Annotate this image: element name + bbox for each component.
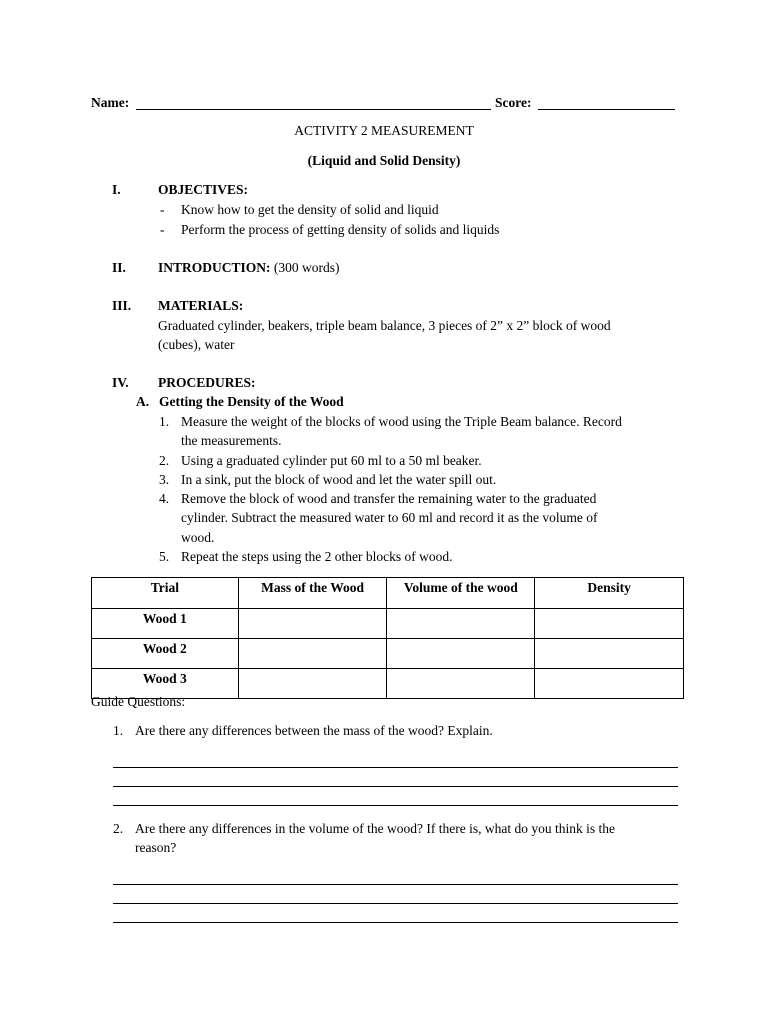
step-text: Using a graduated cylinder put 60 ml to a 50 ml beaker. xyxy=(181,453,482,468)
objectives-heading: OBJECTIVES: xyxy=(158,182,249,197)
table-header-row xyxy=(92,578,684,609)
materials-heading: MATERIALS: xyxy=(158,298,244,313)
column-header-mass: Mass of the Wood xyxy=(238,578,387,609)
objective-item: Know how to get the density of solid and liquid xyxy=(181,202,439,217)
score-label: Score: xyxy=(495,95,532,110)
materials-numeral: III. xyxy=(112,298,132,313)
step-text: the measurements. xyxy=(181,433,282,448)
answer-line[interactable] xyxy=(113,884,678,885)
procedures-numeral: IV. xyxy=(112,375,129,390)
materials-text: (cubes), water xyxy=(158,337,235,352)
answer-line[interactable] xyxy=(113,922,678,923)
procedure-sub-heading: Getting the Density of the Wood xyxy=(159,394,344,409)
question-text: Are there any differences in the volume of the wood? If there is, what do you think is the xyxy=(135,821,615,836)
column-header-density: Density xyxy=(535,578,684,609)
mass-cell[interactable] xyxy=(238,639,387,669)
step-text: Repeat the steps using the 2 other blocks of wood. xyxy=(181,549,453,564)
volume-cell[interactable] xyxy=(387,609,535,639)
objective-item: Perform the process of getting density of solids and liquids xyxy=(181,222,500,237)
volume-cell[interactable] xyxy=(387,639,535,669)
question-number: 1. xyxy=(113,723,124,738)
step-number: 1. xyxy=(159,414,170,429)
step-text: In a sink, put the block of wood and let the water spill out. xyxy=(181,472,497,487)
step-text: Measure the weight of the blocks of wood using the Triple Beam balance. Record xyxy=(181,414,622,429)
step-text: cylinder. Subtract the measured water to 60 ml and record it as the volume of xyxy=(181,510,598,525)
column-header-trial: Trial xyxy=(92,578,239,609)
step-number: 2. xyxy=(159,453,170,468)
procedures-heading: PROCEDURES: xyxy=(158,375,256,390)
density-cell[interactable] xyxy=(535,669,684,699)
introduction-line xyxy=(158,260,340,276)
answer-line[interactable] xyxy=(113,805,678,806)
trial-cell: Wood 3 xyxy=(92,669,239,699)
table-row xyxy=(92,609,684,639)
step-number: 5. xyxy=(159,549,170,564)
question-text: reason? xyxy=(135,840,177,855)
table-row xyxy=(92,639,684,669)
trial-cell: Wood 2 xyxy=(92,639,239,669)
column-header-volume: Volume of the wood xyxy=(387,578,535,609)
mass-cell[interactable] xyxy=(238,669,387,699)
materials-text: Graduated cylinder, beakers, triple beam balance, 3 pieces of 2” x 2” block of wood xyxy=(158,318,611,333)
introduction-note: (300 words) xyxy=(273,260,340,275)
bullet-dash: - xyxy=(160,222,165,237)
objectives-numeral: I. xyxy=(112,182,121,197)
name-input-line[interactable] xyxy=(136,109,491,110)
bullet-dash: - xyxy=(160,202,165,217)
question-text: Are there any differences between the mass of the wood? Explain. xyxy=(135,723,493,738)
step-text: Remove the block of wood and transfer the remaining water to the graduated xyxy=(181,491,597,506)
step-number: 3. xyxy=(159,472,170,487)
page-subtitle: (Liquid and Solid Density) xyxy=(307,153,461,168)
procedure-sub-letter: A. xyxy=(136,394,150,409)
density-table xyxy=(91,577,684,699)
density-cell[interactable] xyxy=(535,609,684,639)
volume-cell[interactable] xyxy=(387,669,535,699)
density-cell[interactable] xyxy=(535,639,684,669)
question-number: 2. xyxy=(113,821,124,836)
answer-line[interactable] xyxy=(113,786,678,787)
trial-cell: Wood 1 xyxy=(92,609,239,639)
answer-line[interactable] xyxy=(113,767,678,768)
page-title: ACTIVITY 2 MEASUREMENT xyxy=(294,123,474,138)
introduction-numeral: II. xyxy=(112,260,126,275)
score-input-line[interactable] xyxy=(538,109,675,110)
step-number: 4. xyxy=(159,491,170,506)
step-text: wood. xyxy=(181,530,215,545)
answer-line[interactable] xyxy=(113,903,678,904)
guide-questions-label: Guide Questions: xyxy=(91,694,186,709)
mass-cell[interactable] xyxy=(238,609,387,639)
name-label: Name: xyxy=(91,95,130,110)
introduction-heading: INTRODUCTION: xyxy=(158,260,271,275)
